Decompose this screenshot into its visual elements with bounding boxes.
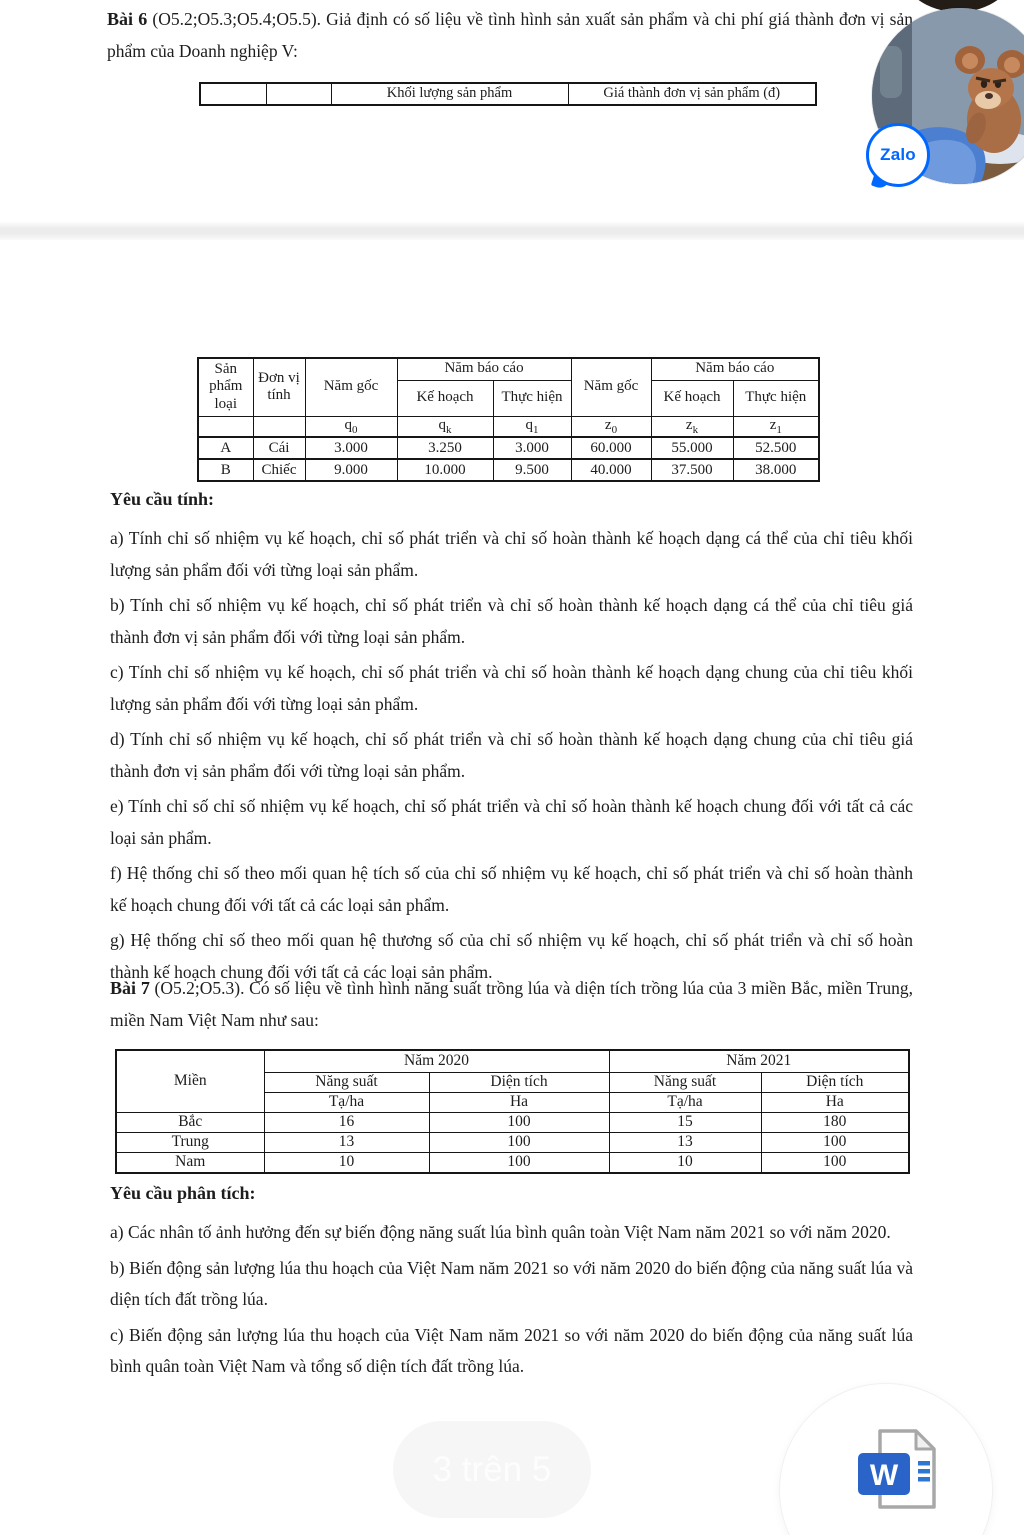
unit-yield-2021: Tạ/ha — [609, 1092, 761, 1112]
bai7-title-rest: (O5.2;O5.3). Có số liệu về tình hình năng suất trồng lúa và diện tích trồng lúa của 3 miền Bắc, miền Trung, miền Nam Việt Nam như sau: — [110, 978, 913, 1030]
cell: 13 — [609, 1132, 761, 1152]
header-plan-q: Kế hoạch — [397, 380, 493, 416]
word-icon-letter: W — [869, 1459, 899, 1492]
cell: 16 — [264, 1112, 429, 1132]
bai6-requirements — [110, 483, 913, 992]
cell: Chiếc — [253, 459, 305, 481]
cell: 9.500 — [493, 459, 571, 481]
cell: Bắc — [116, 1112, 264, 1132]
preview-cell-empty-2 — [266, 83, 331, 105]
header-report-year-q: Năm báo cáo — [397, 358, 571, 380]
header-region: Miền — [116, 1050, 264, 1112]
cell: 100 — [761, 1132, 909, 1152]
symbol-cell — [198, 416, 253, 437]
zalo-badge — [866, 123, 930, 187]
header-actual-z: Thực hiện — [733, 380, 819, 416]
cell: 13 — [264, 1132, 429, 1152]
preview-cell-empty-1 — [200, 83, 266, 105]
analysis-b: b) Biến động sản lượng lúa thu hoạch của Việt Nam năm 2021 so với năm 2020 do biến động của năng suất lúa và diện tích đất trồng lúa. — [110, 1257, 913, 1309]
bai6-preview-table — [199, 82, 817, 106]
cell: 100 — [429, 1132, 609, 1152]
bai6-title: Bài 6 — [107, 9, 148, 29]
symbol-cell — [253, 416, 305, 437]
header-area-2021: Diện tích — [761, 1072, 909, 1092]
table-row-trung — [116, 1132, 909, 1152]
cell: 100 — [429, 1112, 609, 1132]
symbol-q1: $q_1$ — [493, 416, 571, 437]
cell: 40.000 — [571, 459, 651, 481]
symbol-zk: $z_k$ — [651, 416, 733, 437]
header-year-2020: Năm 2020 — [264, 1050, 609, 1072]
header-product-type: Sản phẩm loại — [198, 358, 253, 416]
header-unit: Đơn vị tính — [253, 358, 305, 416]
requirement-b: b) Tính chỉ số nhiệm vụ kế hoạch, chỉ số phát triển và chỉ số hoàn thành kế hoạch dạng cá thể của chỉ tiêu giá thành đơn vị sản phẩm đối với từng loại sản phẩm. — [110, 595, 913, 647]
page-indicator-text: 3 trên 5 — [432, 1449, 552, 1489]
cell: 10 — [609, 1152, 761, 1173]
cell: 180 — [761, 1112, 909, 1132]
header-plan-z: Kế hoạch — [651, 380, 733, 416]
cell: 100 — [429, 1152, 609, 1173]
header-yield-2021: Năng suất — [609, 1072, 761, 1092]
header-report-year-z: Năm báo cáo — [651, 358, 819, 380]
preview-cell-cost: Giá thành đơn vị sản phẩm (đ) — [568, 83, 816, 105]
table-row-bac — [116, 1112, 909, 1132]
table-row-B — [198, 459, 819, 481]
analysis-a: a) Các nhân tố ảnh hưởng đến sự biến động năng suất lúa bình quân toàn Việt Nam năm 2021 so với năm 2020. — [110, 1222, 891, 1242]
symbol-q0: $q_0$ — [305, 416, 397, 437]
page-indicator — [393, 1421, 591, 1518]
cell: 37.500 — [651, 459, 733, 481]
unit-area-2020: Ha — [429, 1092, 609, 1112]
bai7-analysis — [110, 1177, 913, 1387]
requirements-title: Yêu cầu tính: — [110, 489, 215, 509]
cell: Trung — [116, 1132, 264, 1152]
cell: A — [198, 437, 253, 459]
bai6-heading — [107, 3, 913, 67]
cell: Cái — [253, 437, 305, 459]
bai6-data-table — [197, 357, 820, 482]
cell: 52.500 — [733, 437, 819, 459]
section-divider — [0, 221, 1024, 240]
requirement-f: f) Hệ thống chỉ số theo mối quan hệ tích số của chỉ số nhiệm vụ kế hoạch, chỉ số phát triển và chỉ số hoàn thành kế hoạch chung đối với tất cả các loại sản phẩm. — [110, 863, 913, 915]
bai6-title-rest: (O5.2;O5.3;O5.4;O5.5). Giả định có số liệu về tình hình sản xuất sản phẩm và chi phí giá thành đơn vị sản phẩm của Doanh nghiệp V: — [107, 9, 913, 61]
cell: B — [198, 459, 253, 481]
header-base-year-q: Năm gốc — [305, 358, 397, 416]
symbol-z0: $z_0$ — [571, 416, 651, 437]
unit-area-2021: Ha — [761, 1092, 909, 1112]
requirement-g: g) Hệ thống chỉ số theo mối quan hệ thương số của chỉ số nhiệm vụ kế hoạch, chỉ số phát triển và chỉ số hoàn thành kế hoạch chung đối với tất cả các loại sản phẩm. — [110, 930, 913, 982]
header-actual-q: Thực hiện — [493, 380, 571, 416]
requirement-a: a) Tính chỉ số nhiệm vụ kế hoạch, chỉ số phát triển và chỉ số hoàn thành kế hoạch dạng cá thể của chỉ tiêu khối lượng sản phẩm đối với từng loại sản phẩm. — [110, 528, 913, 580]
cell: 55.000 — [651, 437, 733, 459]
cell: 15 — [609, 1112, 761, 1132]
table-row-nam — [116, 1152, 909, 1173]
cell: 3.000 — [493, 437, 571, 459]
cell: 9.000 — [305, 459, 397, 481]
cell: 3.250 — [397, 437, 493, 459]
cell: 38.000 — [733, 459, 819, 481]
header-year-2021: Năm 2021 — [609, 1050, 909, 1072]
cell: 60.000 — [571, 437, 651, 459]
cell: 3.000 — [305, 437, 397, 459]
preview-cell-volume: Khối lượng sản phẩm — [331, 83, 568, 105]
cell: 10.000 — [397, 459, 493, 481]
header-yield-2020: Năng suất — [264, 1072, 429, 1092]
requirement-e: e) Tính chỉ số chỉ số nhiệm vụ kế hoạch, chỉ số phát triển và chỉ số hoàn thành kế hoạch chung đối với tất cả các loại sản phẩm. — [110, 796, 913, 848]
zalo-logo-text: Zalo — [880, 145, 916, 164]
analysis-title: Yêu cầu phân tích: — [110, 1183, 256, 1203]
requirement-c: c) Tính chỉ số nhiệm vụ kế hoạch, chỉ số phát triển và chỉ số hoàn thành kế hoạch dạng chung của chỉ tiêu khối lượng sản phẩm đối với từng loại sản phẩm. — [110, 662, 913, 714]
table-row-A — [198, 437, 819, 459]
bai7-data-table — [115, 1049, 910, 1174]
cell: 10 — [264, 1152, 429, 1173]
symbol-qk: $q_k$ — [397, 416, 493, 437]
unit-yield-2020: Tạ/ha — [264, 1092, 429, 1112]
bai7-title: Bài 7 — [110, 978, 150, 998]
requirement-d: d) Tính chỉ số nhiệm vụ kế hoạch, chỉ số phát triển và chỉ số hoàn thành kế hoạch dạng chung của chỉ tiêu giá thành đơn vị sản phẩm đối với từng loại sản phẩm. — [110, 729, 913, 781]
header-base-year-z: Năm gốc — [571, 358, 651, 416]
cell: Nam — [116, 1152, 264, 1173]
analysis-c: c) Biến động sản lượng lúa thu hoạch của Việt Nam năm 2021 so với năm 2020 do biến động của năng suất lúa bình quân toàn Việt Nam và tổng số diện tích đất trồng lúa. — [110, 1324, 913, 1376]
header-area-2020: Diện tích — [429, 1072, 609, 1092]
word-document-icon[interactable] — [855, 1428, 943, 1512]
bai7-heading — [110, 972, 913, 1036]
cell: 100 — [761, 1152, 909, 1173]
symbol-z1: $z_1$ — [733, 416, 819, 437]
